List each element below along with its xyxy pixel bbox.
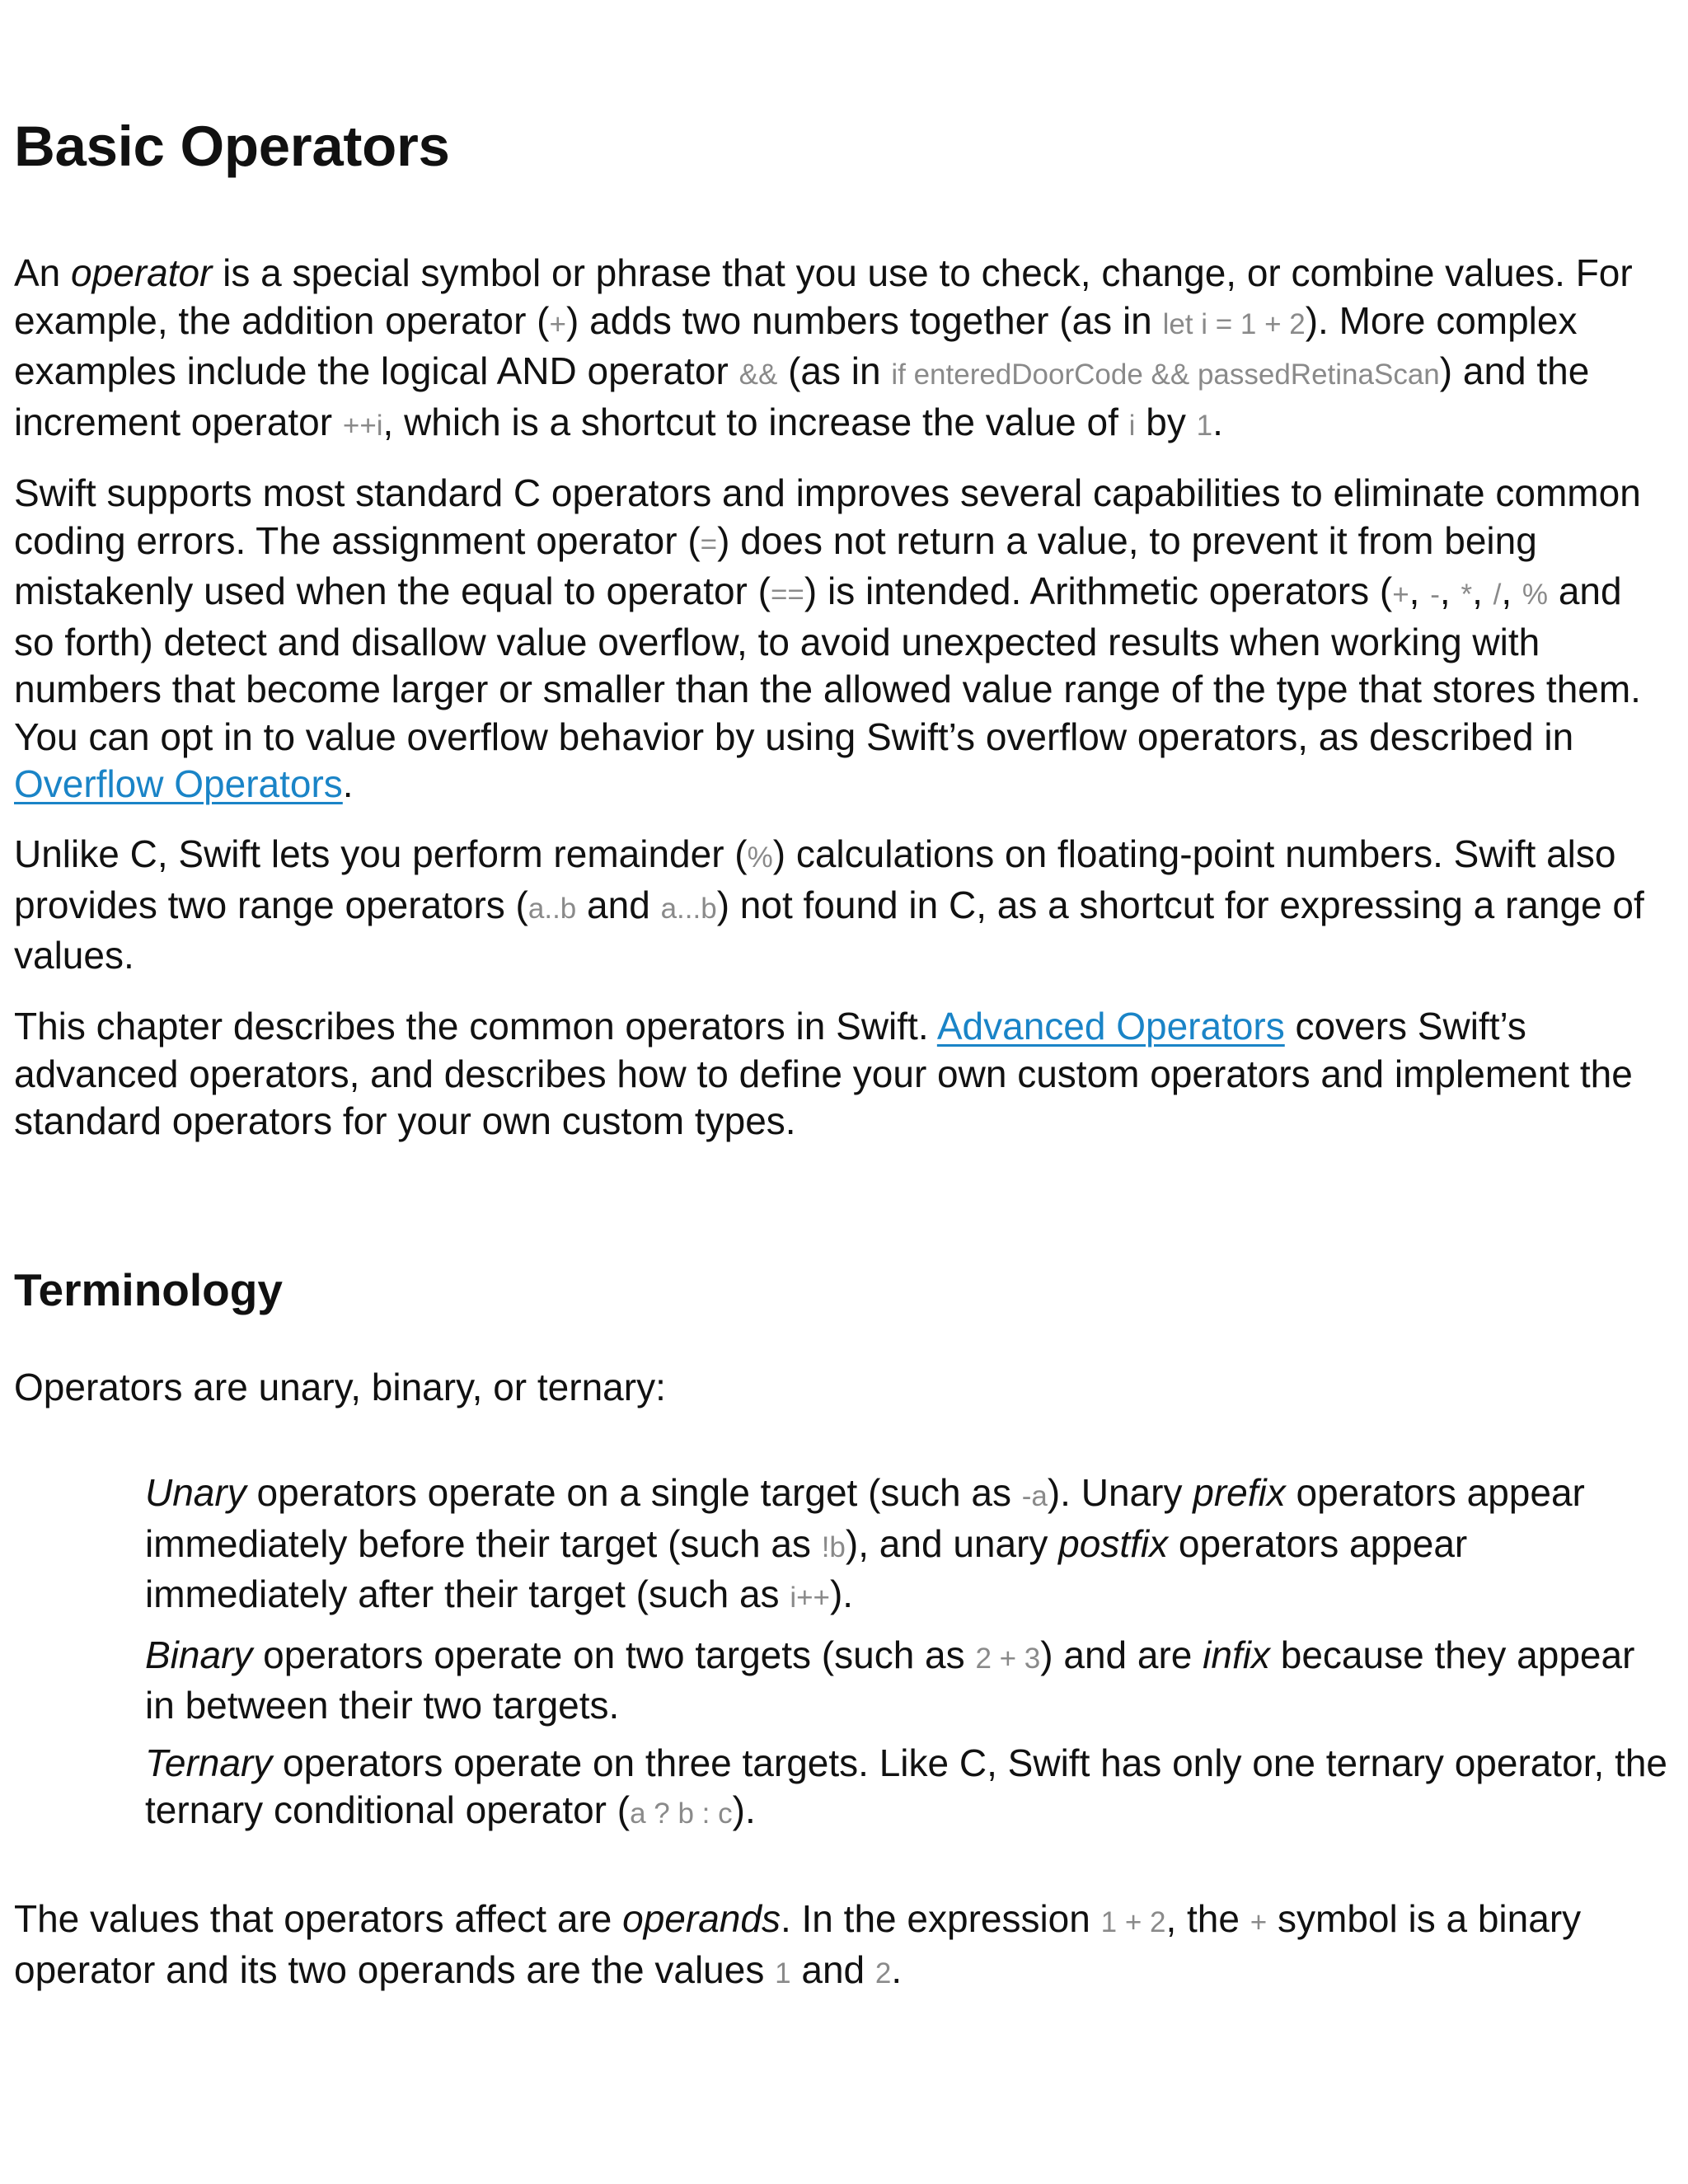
code-inline: let i = 1 + 2 (1162, 307, 1306, 340)
text: , (1501, 569, 1522, 612)
code-inline: 1 (1196, 409, 1213, 442)
text: ), and unary (845, 1521, 1059, 1565)
text: ). Unary (1047, 1471, 1193, 1514)
text: (as in (777, 349, 892, 392)
intro-paragraph-1 (14, 250, 1671, 449)
text: . (342, 762, 354, 805)
operands-paragraph (14, 1896, 1671, 1997)
text: operators operate on three targets. Like C, Swift has only one ternary operator, the ternary conditional operator ( (145, 1741, 1668, 1831)
text: , which is a shortcut to increase the value of (382, 400, 1129, 443)
text: ) and the increment operator (14, 349, 1590, 443)
text: ). (829, 1572, 854, 1615)
text: because they appear in between their two targets. (145, 1633, 1635, 1727)
emphasis-operator: operator (71, 251, 213, 294)
text: , (1439, 569, 1461, 612)
list-item-ternary (145, 1740, 1670, 1838)
terminology-intro: Operators are unary, binary, or ternary: (14, 1366, 666, 1408)
intro-paragraph-4 (14, 1003, 1671, 1146)
code-inline: if enteredDoorCode && passedRetinaScan (891, 359, 1440, 391)
code-inline: % (747, 841, 773, 874)
page-title: Basic Operators (14, 115, 450, 178)
emphasis-operands: operands (622, 1897, 781, 1940)
text: ) adds two numbers together (as in (565, 298, 1163, 342)
code-inline: + (549, 307, 566, 340)
advanced-operators-link[interactable]: Advanced Operators (936, 1005, 1285, 1047)
text: Unlike C, Swift lets you perform remainder ( (14, 832, 748, 875)
text: and so forth) detect and disallow value overflow, to avoid unexpected results when working with numbers that become larger or smaller than the allowed value range of the type that stores them. You can opt in to value overflow behavior by using Swift’s overflow operators, as described in (14, 569, 1641, 758)
code-inline: !b (821, 1530, 846, 1563)
text: This chapter describes the common operators in Swift. (14, 1005, 937, 1047)
list-item-binary (145, 1632, 1670, 1730)
code-inline: a...b (660, 892, 717, 925)
code-inline: % (1522, 579, 1549, 611)
text: . (1212, 400, 1223, 443)
list-item-unary (145, 1469, 1670, 1622)
operator-kinds-list (145, 1469, 1670, 1838)
text: and (790, 1947, 875, 1991)
code-inline: - (1430, 579, 1440, 611)
code-inline: * (1461, 579, 1473, 611)
code-inline: / (1493, 579, 1502, 611)
code-inline: 2 (874, 1957, 892, 1990)
code-inline: + (1392, 579, 1409, 611)
code-inline: a..b (528, 892, 577, 925)
text: , (1472, 569, 1493, 612)
intro-paragraph-3 (14, 831, 1671, 980)
text: operators appear immediately before their target (such as (145, 1471, 1585, 1565)
code-inline: i (1128, 409, 1136, 442)
text: ). More complex examples include the logical AND operator (14, 298, 1578, 392)
text: by (1135, 400, 1197, 443)
emphasis-unary: Unary (145, 1471, 246, 1514)
text: and (576, 883, 661, 926)
emphasis-ternary: Ternary (145, 1741, 273, 1784)
code-inline: == (770, 579, 804, 611)
code-inline: ++i (342, 409, 383, 442)
text: An (14, 251, 72, 294)
emphasis-binary: Binary (145, 1633, 253, 1676)
text: symbol is a binary operator and its two operands are the values (14, 1897, 1582, 1991)
code-inline: + (1250, 1906, 1268, 1938)
text: ) not found in C, as a shortcut for expressing a range of values. (14, 883, 1644, 977)
text: , the (1165, 1897, 1250, 1940)
text: operators operate on a single target (such as (246, 1471, 1022, 1514)
intro-paragraph-2 (14, 470, 1671, 808)
text: . In the expression (780, 1897, 1101, 1940)
emphasis-infix: infix (1203, 1633, 1270, 1676)
text: operators operate on two targets (such as (252, 1633, 976, 1676)
code-inline: = (700, 527, 718, 560)
text: ). (732, 1788, 756, 1831)
text: ) does not return a value, to prevent it from being mistakenly used when the equal to operator ( (14, 518, 1537, 612)
text: ) calculations on floating-point numbers. Swift also provides two range operators ( (14, 832, 1616, 926)
text: , (1409, 569, 1431, 612)
terminology-heading: Terminology (14, 1264, 283, 1315)
code-inline: 1 (775, 1957, 791, 1990)
code-inline: 1 + 2 (1100, 1906, 1166, 1938)
emphasis-postfix: postfix (1058, 1521, 1169, 1565)
text: ) and are (1040, 1633, 1203, 1676)
code-inline: i++ (790, 1582, 830, 1614)
text: The values that operators affect are (14, 1897, 623, 1940)
code-inline: && (738, 359, 778, 391)
overflow-operators-link[interactable]: Overflow Operators (14, 762, 343, 805)
code-inline: a ? b : c (630, 1797, 733, 1830)
text: is a special symbol or phrase that you use to check, change, or combine values. For example, the addition operator ( (14, 251, 1633, 342)
text: operators appear immediately after their target (such as (145, 1521, 1468, 1615)
code-inline: -a (1021, 1480, 1048, 1512)
text: ) is intended. Arithmetic operators ( (804, 569, 1393, 612)
text: covers Swift’s advanced operators, and describes how to define your own custom operators and implement the standard operators for your own custom types. (14, 1005, 1633, 1142)
emphasis-prefix: prefix (1193, 1471, 1286, 1514)
text: Swift supports most standard C operators and improves several capabilities to eliminate common coding errors. The assignment operator ( (14, 471, 1641, 562)
code-inline: 2 + 3 (975, 1642, 1041, 1675)
text: . (891, 1947, 903, 1991)
